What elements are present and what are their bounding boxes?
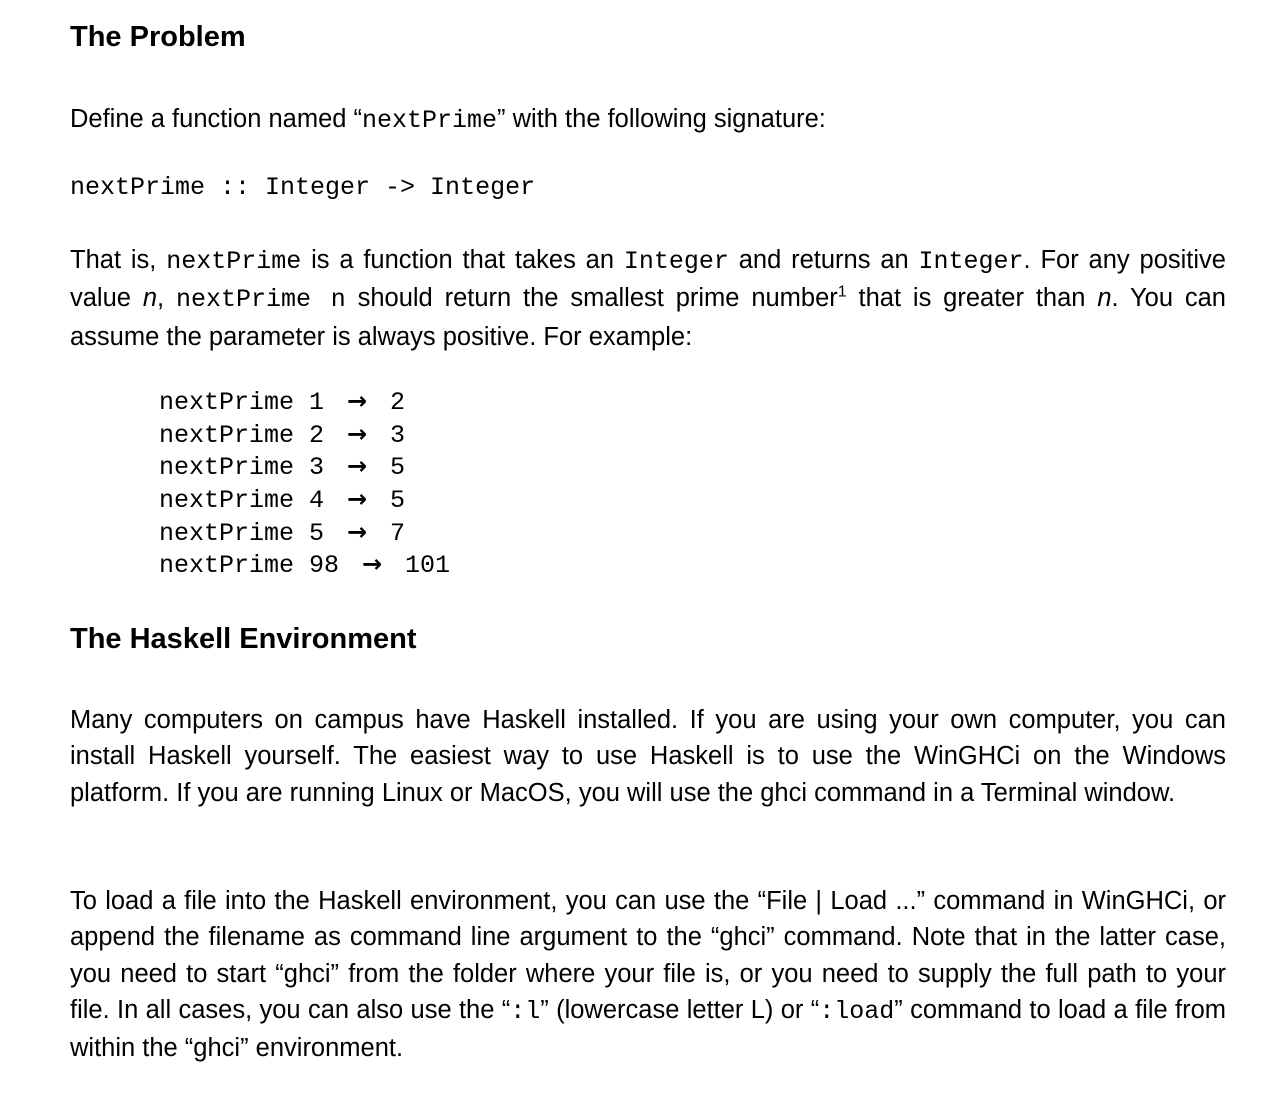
desc-var-n-1: n bbox=[142, 284, 157, 313]
right-arrow-icon: → bbox=[346, 387, 368, 415]
load-text-3: ” command to load a file from within the “ghci” environment. bbox=[70, 995, 1227, 1063]
example-call: nextPrime 5 bbox=[159, 518, 340, 548]
example-item bbox=[159, 516, 450, 549]
environment-paragraph: Many computers on campus have Haskell installed. If you are using your own computer, you can install Haskell yourself. The easiest way to use Haskell is to use the WinGHCi on the Windows platform. If you are running Linux or MacOS, you will use the ghci command in a Terminal window. bbox=[70, 706, 1226, 807]
right-arrow-icon: → bbox=[361, 550, 383, 579]
right-arrow-icon: → bbox=[346, 517, 368, 546]
desc-text-8: . You can assume the parameter is always positive. For example: bbox=[70, 284, 1226, 351]
example-item bbox=[159, 385, 450, 418]
desc-code-nextprime: nextPrime bbox=[166, 247, 302, 276]
desc-text-2: is a function that takes an bbox=[301, 246, 624, 274]
example-call: nextPrime 98 bbox=[159, 551, 355, 581]
right-arrow-icon: → bbox=[346, 485, 368, 514]
example-item bbox=[159, 548, 450, 581]
load-code-load: :load bbox=[819, 996, 895, 1026]
desc-text-6: should return the smallest prime number bbox=[345, 284, 838, 313]
desc-code-integer-1: Integer bbox=[623, 247, 729, 276]
desc-text-4: . For any positive value bbox=[70, 246, 1226, 313]
desc-text-3: and returns an bbox=[728, 246, 919, 274]
type-signature: nextPrime :: Integer -> Integer bbox=[70, 173, 536, 202]
section-title-problem: The Problem bbox=[70, 21, 246, 53]
right-arrow-icon: → bbox=[346, 419, 368, 448]
load-text-2: ” (lowercase letter L) or “ bbox=[540, 995, 820, 1024]
load-paragraph bbox=[70, 883, 1226, 1066]
example-item bbox=[159, 483, 450, 516]
desc-code-integer-2: Integer bbox=[918, 247, 1024, 276]
description-paragraph bbox=[70, 242, 1226, 355]
define-code-nextprime: nextPrime bbox=[362, 106, 498, 135]
section-title-environment: The Haskell Environment bbox=[70, 623, 417, 655]
example-call: nextPrime 3 bbox=[159, 453, 340, 483]
right-arrow-icon: → bbox=[346, 452, 368, 481]
define-text-before: Define a function named “ bbox=[70, 105, 363, 133]
desc-var-n-2: n bbox=[1097, 284, 1112, 313]
example-call: nextPrime 1 bbox=[159, 388, 340, 417]
examples-list bbox=[159, 385, 450, 581]
example-result: 5 bbox=[375, 486, 406, 516]
load-text-1: To load a file into the Haskell environment, you can use the “File | Load ...” command in WinGHCi, or append the filename as command line argument to the “ghci” command. Note that in the latter case, you need to start “ghci” from the folder where your file is, or you need to supply the full path to your file. In all cases, you can also use the “ bbox=[70, 887, 1226, 1024]
example-call: nextPrime 4 bbox=[159, 486, 340, 516]
desc-code-nextprime-n: nextPrime n bbox=[175, 285, 346, 315]
example-call: nextPrime 2 bbox=[159, 420, 340, 450]
desc-text-5: , bbox=[157, 284, 176, 313]
define-text-after: ” with the following signature: bbox=[497, 105, 826, 133]
example-result: 7 bbox=[375, 518, 406, 548]
example-item bbox=[159, 418, 450, 451]
example-item bbox=[159, 450, 450, 483]
example-result: 101 bbox=[390, 551, 451, 581]
example-result: 5 bbox=[375, 453, 406, 483]
desc-text-7: that is greater than bbox=[846, 284, 1098, 313]
load-code-l: :l bbox=[510, 996, 541, 1026]
footnote-marker: 1 bbox=[837, 283, 847, 301]
desc-text-1: That is, bbox=[70, 246, 167, 274]
define-paragraph bbox=[70, 101, 1226, 139]
example-result: 2 bbox=[375, 388, 406, 417]
example-result: 3 bbox=[375, 420, 406, 450]
